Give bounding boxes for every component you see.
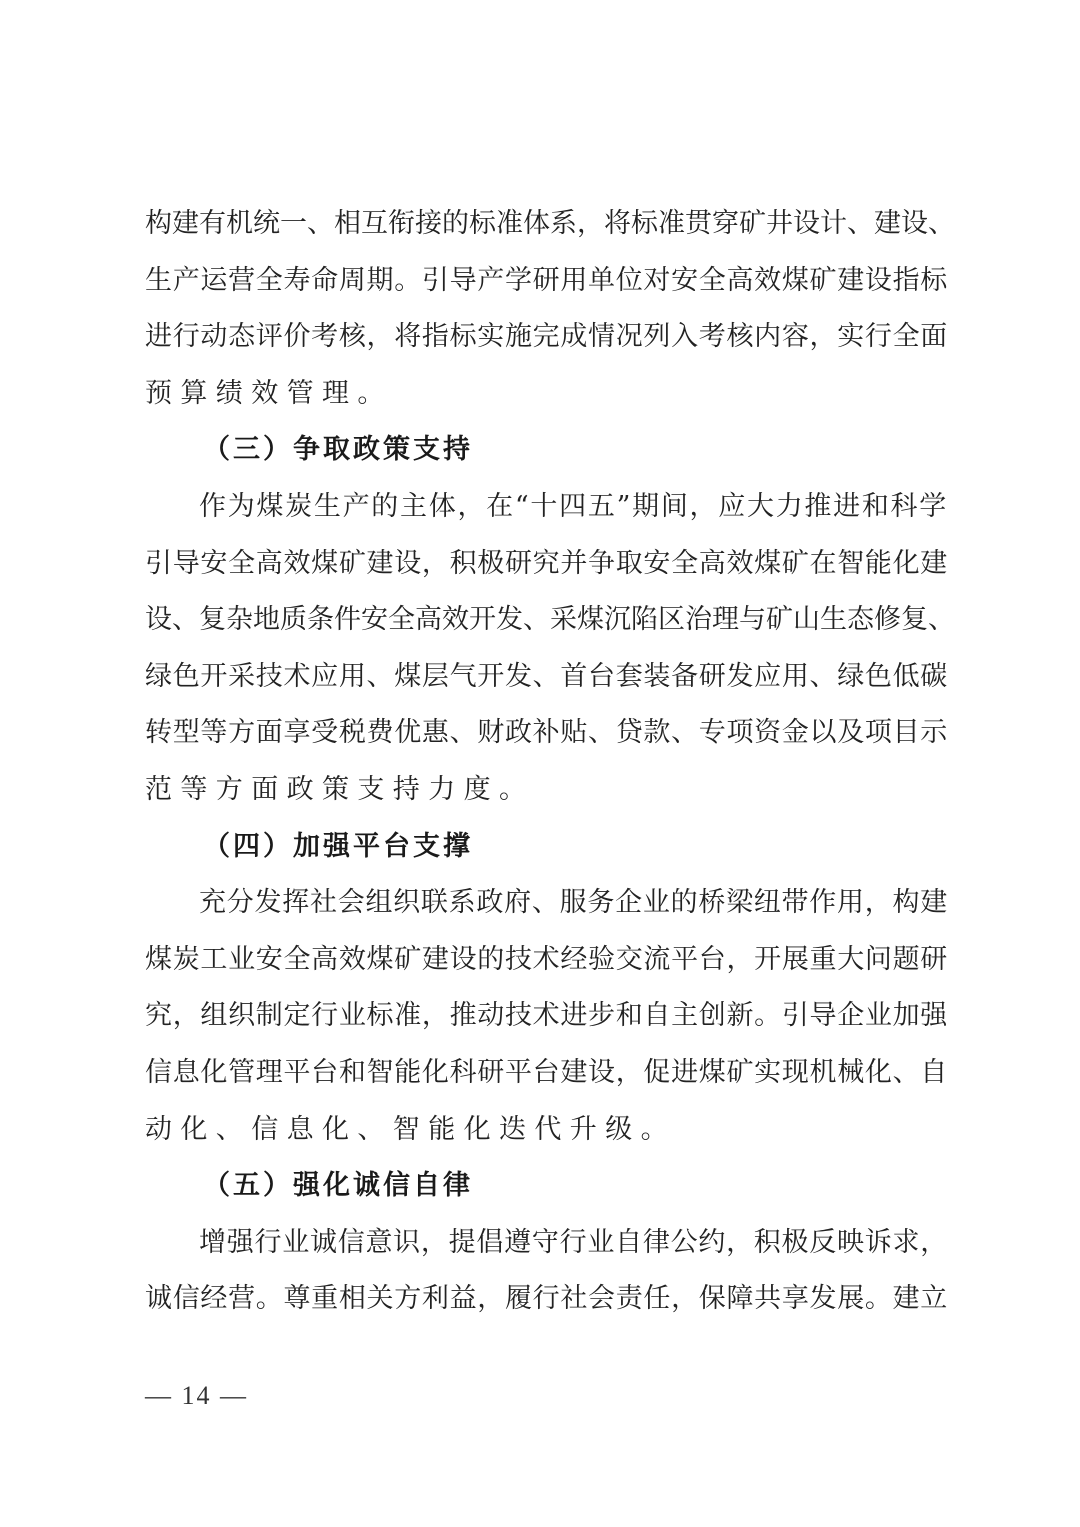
paragraph-line: 进行动态评价考核，将指标实施完成情况列入考核内容，实行全面 bbox=[145, 321, 948, 353]
paragraph-line: 引导安全高效煤矿建设，积极研究并争取安全高效煤矿在智能化建 bbox=[145, 547, 948, 579]
paragraph-line: 绿色开采技术应用、煤层气开发、首台套装备研发应用、绿色低碳 bbox=[145, 660, 948, 692]
paragraph-line: 生产运营全寿命周期。引导产学研用单位对安全高效煤矿建设指标 bbox=[145, 264, 948, 296]
paragraph-line: 增强行业诚信意识，提倡遵守行业自律公约，积极反映诉求， bbox=[199, 1226, 948, 1258]
paragraph-line: 范等方面政策支持力度。 bbox=[145, 773, 535, 805]
paragraph-line: 究，组织制定行业标准，推动技术进步和自主创新。引导企业加强 bbox=[145, 1000, 948, 1032]
paragraph-line: 构建有机统一、相互衔接的标准体系，将标准贯穿矿井设计、建设、 bbox=[145, 208, 955, 239]
paragraph-line: 信息化管理平台和智能化科研平台建设，促进煤矿实现机械化、自 bbox=[145, 1056, 948, 1088]
section-heading-4: （四）加强平台支撑 bbox=[203, 830, 473, 862]
paragraph-line: 充分发挥社会组织联系政府、服务企业的桥梁纽带作用，构建 bbox=[199, 887, 948, 919]
paragraph-line: 预算绩效管理。 bbox=[145, 377, 393, 409]
section-heading-3: （三）争取政策支持 bbox=[203, 434, 473, 466]
paragraph-line: 转型等方面享受税费优惠、财政补贴、贷款、专项资金以及项目示 bbox=[145, 717, 948, 749]
paragraph-line: 诚信经营。尊重相关方利益，履行社会责任，保障共享发展。建立 bbox=[145, 1283, 948, 1315]
page-number: — 14 — bbox=[145, 1381, 248, 1410]
paragraph-line: 动化、信息化、智能化迭代升级。 bbox=[145, 1113, 676, 1145]
paragraph-line: 设、复杂地质条件安全高效开发、采煤沉陷区治理与矿山生态修复、 bbox=[145, 604, 955, 636]
section-heading-5: （五）强化诚信自律 bbox=[203, 1170, 473, 1202]
document-body bbox=[145, 196, 955, 1328]
paragraph-line: 煤炭工业安全高效煤矿建设的技术经验交流平台，开展重大问题研 bbox=[145, 943, 948, 975]
paragraph-line: 作为煤炭生产的主体，在“十四五”期间，应大力推进和科学 bbox=[199, 490, 948, 522]
